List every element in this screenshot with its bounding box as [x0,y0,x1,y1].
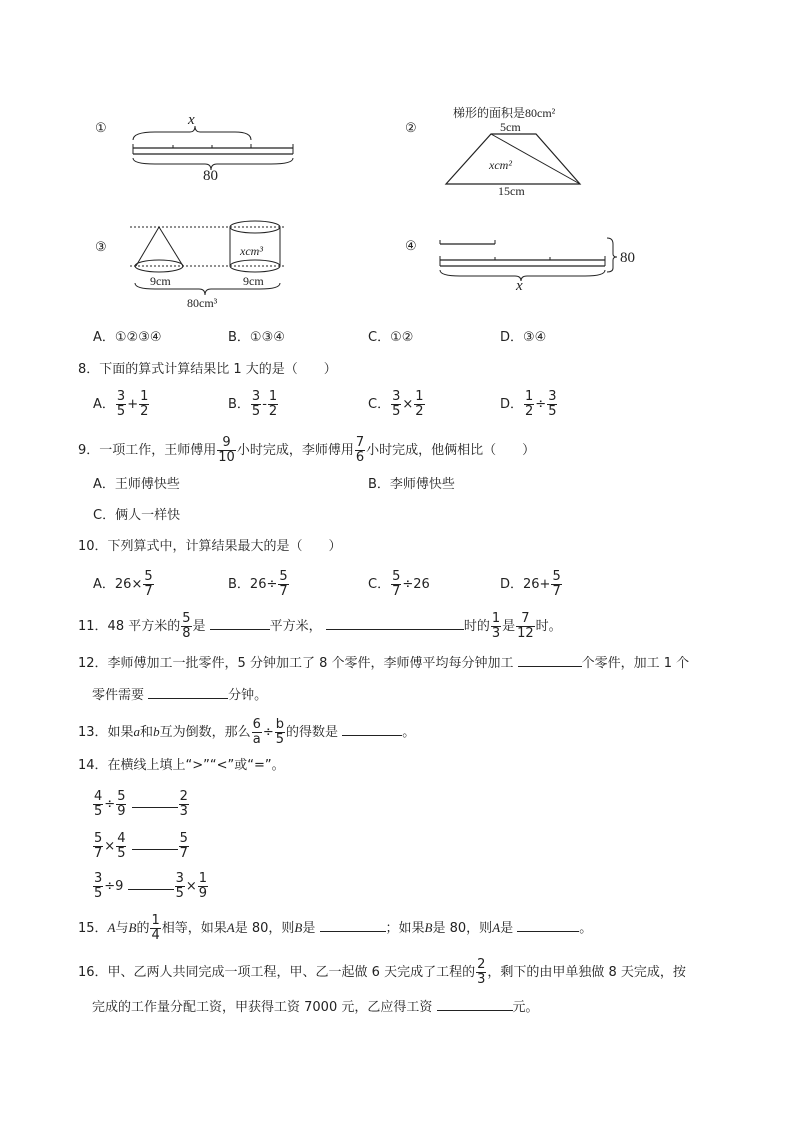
fraction: $\frac{7}{6}$ [355,435,365,465]
q9-stem: 9．一项工作，王师傅用 $\frac{9}{10}$ 小时完成，李师傅用 $\frac{7}{6}$ 小时完成，他俩相比（ ） [78,435,536,465]
q10-option-a[interactable]: A．26× $\frac{5}{7}$ [93,569,153,599]
q11-blank-2[interactable] [326,615,464,630]
q15-blank-2[interactable] [517,917,579,932]
figure-3-left-label: 9cm [150,274,171,288]
figure-1-total: 80 [203,168,218,184]
fraction: $\frac{1}{9}$ [198,871,208,901]
fraction: $\frac{3}{5}$ [116,389,126,419]
figure-2-top-label: 5cm [500,120,521,134]
fraction: $\frac{1}{3}$ [491,611,501,641]
q14-row-1: $\frac{4}{5}$ ÷ $\frac{5}{9}$ $\frac{2}{3}$ [94,789,188,819]
fraction: $\frac{3}{5}$ [548,389,557,419]
figure-4 [405,230,645,300]
q14-blank-2[interactable] [132,835,178,850]
q13-blank[interactable] [342,721,402,736]
q10-option-d[interactable]: D．26+ $\frac{5}{7}$ [500,569,561,599]
q9-option-c[interactable]: C．俩人一样快 [93,508,181,523]
q7-option-a[interactable]: A．①②③④ [93,330,162,345]
q9-option-a[interactable]: A．王师傅快些 [93,477,180,492]
fraction: $\frac{b}{5}$ [275,717,285,747]
fraction: $\frac{5}{7}$ [279,569,288,599]
figure-2-bottom-label: 15cm [498,184,525,198]
q11-blank-1[interactable] [210,615,270,630]
fraction: $\frac{1}{2}$ [140,389,149,419]
fraction: $\frac{1}{2}$ [415,389,424,419]
fraction: $\frac{9}{10}$ [218,435,235,465]
q12-blank-1[interactable] [518,652,582,667]
figure-3-number: ③ [95,239,107,254]
figure-4-x-label: x [516,278,523,294]
q7-option-d[interactable]: D．③④ [500,330,547,345]
figure-3-right-label: 9cm [243,274,264,288]
figure-1-x-label: x [188,112,195,128]
figure-1-number: ① [95,120,107,135]
fraction: $\frac{2}{3}$ [179,789,188,819]
figure-3-total: 80cm³ [187,296,218,310]
q10-stem: 10．下列算式中，计算结果最大的是（ ） [78,539,342,554]
fraction: $\frac{1}{4}$ [151,913,160,943]
figure-1 [95,110,315,190]
q9-option-b[interactable]: B．李师傅快些 [368,477,455,492]
q10-option-b[interactable]: B．26÷ $\frac{5}{7}$ [228,569,288,599]
q12-line-2: 零件需要 分钟。 [92,684,267,706]
figure-4-number: ④ [405,238,417,253]
q10-option-c[interactable]: C． $\frac{5}{7}$ ÷26 [368,569,430,599]
fraction: $\frac{3}{5}$ [175,871,184,901]
q8-option-c[interactable]: C． $\frac{3}{5}$ × $\frac{1}{2}$ [368,389,424,419]
q12-line-1: 12．李师傅加工一批零件，5 分钟加工了 8 个零件，李师傅平均每分钟加工 个零件，加工 1 个 [78,652,689,674]
q14-row-3: $\frac{3}{5}$ ÷9 $\frac{3}{5}$ × $\frac{1}{9}$ [94,871,208,901]
fraction: $\frac{4}{5}$ [94,789,103,819]
q7-option-b[interactable]: B．①③④ [228,330,285,345]
fraction: $\frac{3}{5}$ [94,871,103,901]
q16-line-2: 完成的工作量分配工资，甲获得工资 7000 元，乙应得工资 元。 [92,996,539,1018]
q8-stem: 8．下面的算式计算结果比 1 大的是（ ） [78,362,337,377]
q8-option-b[interactable]: B． $\frac{3}{5}$ - $\frac{1}{2}$ [228,389,278,419]
fraction: $\frac{5}{8}$ [182,611,191,641]
q16-blank[interactable] [437,996,513,1011]
fraction: $\frac{7}{12}$ [517,611,534,641]
fraction: $\frac{5}{7}$ [179,831,188,861]
q15-blank-1[interactable] [320,917,386,932]
q14-stem: 14．在横线上填上“>”“<”或“=”。 [78,758,285,773]
q16-line-1: 16．甲、乙两人共同完成一项工程，甲、乙一起做 6 天完成了工程的 $\frac{2}{3}$ ，剩下的由甲单独做 8 天完成，按 [78,957,686,987]
q15: 15．A与B的 $\frac{1}{4}$ 相等，如果A是 80，则B是 ；如果B是 80，则A是 。 [78,913,593,943]
figure-2 [405,104,605,204]
fraction: $\frac{2}{3}$ [477,957,486,987]
fraction: $\frac{3}{5}$ [392,389,401,419]
figure-2-inner-label: xcm² [489,158,512,172]
q12-blank-2[interactable] [148,684,228,699]
fraction: $\frac{5}{9}$ [117,789,126,819]
fraction: $\frac{5}{7}$ [392,569,401,599]
q8-option-d[interactable]: D． $\frac{1}{2}$ ÷ $\frac{3}{5}$ [500,389,557,419]
figure-3-cyl-label: xcm³ [240,244,263,258]
fraction: $\frac{5}{7}$ [552,569,561,599]
trapezoid [405,104,605,194]
figure-4-bars [405,230,645,300]
q14-row-2: $\frac{5}{7}$ × $\frac{4}{5}$ $\frac{5}{7}$ [94,831,188,861]
q11: 11．48 平方米的 $\frac{5}{8}$ 是 平方米， 时的 $\frac{1}{3}$ 是 $\frac{7}{12}$ 时。 [78,611,562,641]
q14-blank-1[interactable] [132,793,178,808]
fraction: $\frac{1}{2}$ [268,389,278,419]
fraction: $\frac{6}{a}$ [252,717,261,747]
fraction: $\frac{5}{7}$ [94,831,103,861]
fraction: $\frac{3}{5}$ [251,389,261,419]
figure-4-total: 80 [620,250,635,266]
q7-option-c[interactable]: C．①② [368,330,414,345]
q14-blank-3[interactable] [128,875,174,890]
q13: 13．如果a和b互为倒数，那么 $\frac{6}{a}$ ÷ $\frac{b}{5}$ 的得数是 。 [78,717,416,747]
fraction: $\frac{5}{7}$ [144,569,153,599]
figure-2-number: ② [405,120,417,135]
q8-option-a[interactable]: A． $\frac{3}{5}$ + $\frac{1}{2}$ [93,389,149,419]
figure-2-caption: 梯形的面积是80cm² [453,106,556,120]
fraction: $\frac{4}{5}$ [117,831,126,861]
figure-3 [95,215,295,315]
fraction: $\frac{1}{2}$ [525,389,534,419]
